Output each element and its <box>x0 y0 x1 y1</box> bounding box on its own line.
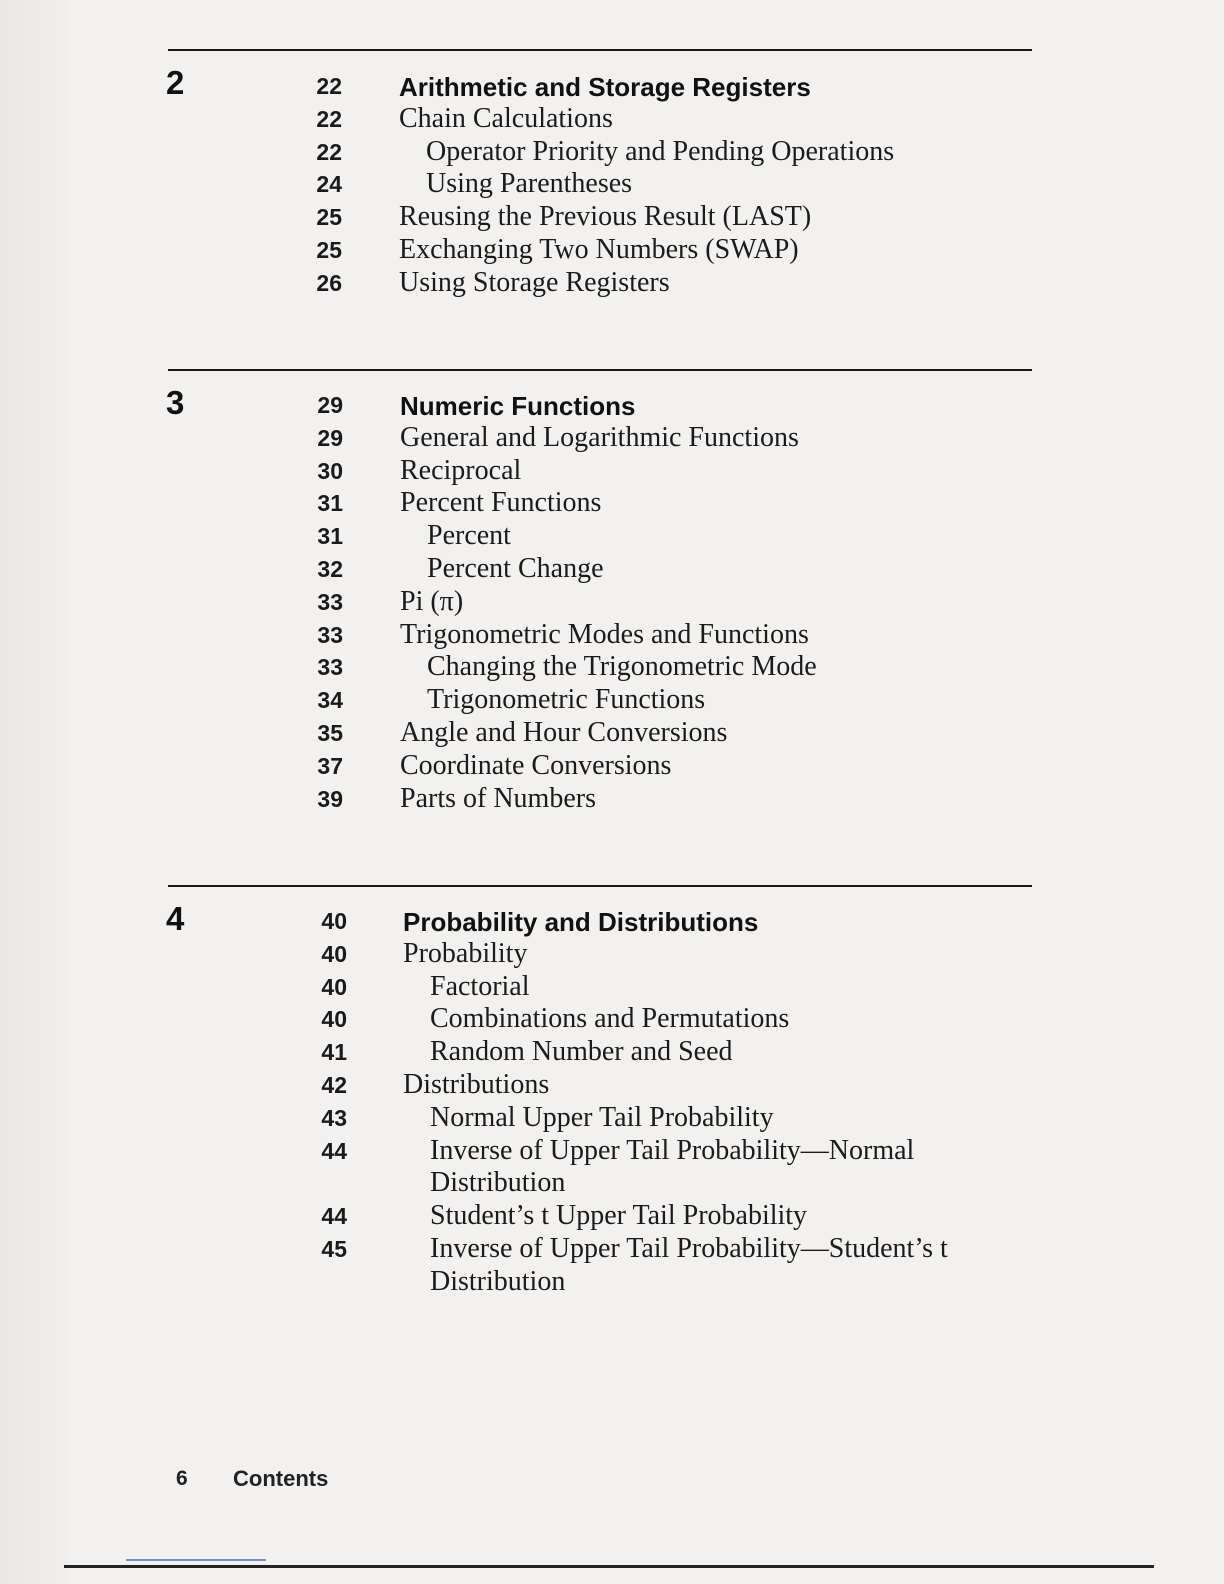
footer-page-number: 6 <box>176 1467 188 1490</box>
toc-page-number: 42 <box>321 1071 347 1098</box>
toc-entry-title: Normal Upper Tail Probability <box>430 1101 774 1133</box>
toc-page-number: 30 <box>317 457 343 484</box>
toc-entry-title: Percent Functions <box>400 487 602 519</box>
toc-page-number: 44 <box>321 1203 347 1230</box>
toc-page-number: 39 <box>317 785 343 812</box>
toc-entry-title: Reusing the Previous Result (LAST) <box>399 201 812 233</box>
toc-page-number: 33 <box>317 588 343 615</box>
toc-entry-title: Trigonometric Modes and Functions <box>400 618 809 650</box>
toc-entry[interactable] <box>0 971 1224 1004</box>
toc-entry-title: Using Parentheses <box>426 168 633 200</box>
toc-entry[interactable] <box>0 1003 1224 1036</box>
toc-entry[interactable] <box>0 1102 1224 1135</box>
section-rule <box>168 369 1032 371</box>
toc-entry[interactable] <box>0 750 1224 783</box>
toc-entry[interactable] <box>0 422 1224 455</box>
chapter-number: 3 <box>166 384 185 421</box>
toc-page-number: 40 <box>321 940 347 967</box>
section-rule <box>168 49 1032 51</box>
toc-page-number: 22 <box>316 105 342 132</box>
toc-entry-title: Pi (π) <box>400 585 464 617</box>
toc-entry[interactable] <box>0 1200 1224 1233</box>
toc-page-number: 31 <box>317 523 343 550</box>
toc-entry-title: Random Number and Seed <box>430 1036 733 1068</box>
toc-entry-title: Factorial <box>430 970 530 1002</box>
toc-page-number: 44 <box>321 1137 347 1164</box>
toc-entry-title: Operator Priority and Pending Operations <box>426 135 895 167</box>
toc-entry-title: Using Storage Registers <box>399 266 670 298</box>
toc-entry[interactable] <box>0 717 1224 750</box>
toc-entry-title: General and Logarithmic Functions <box>400 421 799 453</box>
toc-chapter-title: Numeric Functions <box>400 391 636 421</box>
toc-page-number: 35 <box>317 719 343 746</box>
toc-entry[interactable] <box>0 389 1224 422</box>
toc-entry[interactable] <box>0 455 1224 488</box>
toc-chapter-title: Arithmetic and Storage Registers <box>399 72 811 102</box>
toc-entry[interactable] <box>0 201 1224 234</box>
toc-page-number: 40 <box>321 1006 347 1033</box>
page-bottom-edge <box>64 1565 1154 1568</box>
toc-entry[interactable] <box>0 783 1224 816</box>
toc-entry-title: Parts of Numbers <box>400 782 596 814</box>
section-rule <box>168 885 1032 887</box>
toc-entry-title: Inverse of Upper Tail Probability—Normal Distribution <box>430 1134 915 1199</box>
toc-entry-title: Exchanging Two Numbers (SWAP) <box>399 233 799 265</box>
toc-entry[interactable] <box>0 619 1224 652</box>
toc-entry[interactable] <box>0 267 1224 300</box>
toc-entry[interactable] <box>0 553 1224 586</box>
toc-page-number: 41 <box>321 1039 347 1066</box>
chapter-number: 4 <box>166 900 185 937</box>
toc-entry[interactable] <box>0 1233 1224 1299</box>
toc-page-number: 33 <box>317 621 343 648</box>
toc-page-number: 43 <box>321 1104 347 1131</box>
toc-entry-title: Angle and Hour Conversions <box>400 716 728 748</box>
toc-section <box>0 905 1224 1299</box>
toc-page-number: 34 <box>317 687 343 714</box>
toc-page-number: 40 <box>321 908 347 934</box>
toc-page-number: 40 <box>321 973 347 1000</box>
toc-entry-title: Student’s t Upper Tail Probability <box>430 1200 808 1232</box>
toc-entry-title: Coordinate Conversions <box>400 749 672 781</box>
toc-page-number: 45 <box>321 1235 347 1262</box>
toc-chapter-title: Probability and Distributions <box>403 907 759 937</box>
toc-page-number: 26 <box>316 269 342 296</box>
toc-entry-title: Percent <box>427 520 511 552</box>
toc-entry[interactable] <box>0 103 1224 136</box>
toc-page-number: 37 <box>317 752 343 779</box>
toc-entry-title: Distributions <box>403 1068 550 1100</box>
toc-entry-title: Reciprocal <box>400 454 522 486</box>
toc-entry[interactable] <box>0 905 1224 938</box>
toc-entry[interactable] <box>0 136 1224 169</box>
toc-entry[interactable] <box>0 684 1224 717</box>
toc-page-number: 22 <box>316 73 342 99</box>
toc-page-number: 33 <box>317 654 343 681</box>
toc-entry[interactable] <box>0 70 1224 103</box>
toc-entry-title: Changing the Trigonometric Mode <box>427 651 817 683</box>
toc-entry[interactable] <box>0 168 1224 201</box>
footer-label: Contents <box>233 1466 329 1491</box>
toc-entry[interactable] <box>0 1069 1224 1102</box>
toc-entry-title: Chain Calculations <box>399 102 613 134</box>
chapter-number: 2 <box>166 64 185 101</box>
toc-entry-title: Trigonometric Functions <box>427 684 706 716</box>
toc-entry[interactable] <box>0 586 1224 619</box>
toc-page-number: 24 <box>316 171 342 198</box>
toc-entry[interactable] <box>0 1135 1224 1201</box>
toc-page-number: 29 <box>317 392 343 418</box>
toc-entry-title: Probability <box>403 937 528 969</box>
toc-section <box>0 70 1224 300</box>
toc-page-number: 29 <box>317 424 343 451</box>
toc-entry[interactable] <box>0 234 1224 267</box>
toc-entry-title: Combinations and Permutations <box>430 1003 790 1035</box>
toc-page-number: 25 <box>316 204 342 231</box>
toc-page-number: 31 <box>317 490 343 517</box>
toc-section <box>0 389 1224 815</box>
toc-page-number: 22 <box>316 138 342 165</box>
toc-entry[interactable] <box>0 1036 1224 1069</box>
toc-entry[interactable] <box>0 651 1224 684</box>
toc-entry[interactable] <box>0 938 1224 971</box>
toc-entry-title: Percent Change <box>427 552 604 584</box>
toc-entry[interactable] <box>0 520 1224 553</box>
toc-page-number: 25 <box>316 236 342 263</box>
page-edge-mark <box>126 1559 266 1561</box>
toc-page-number: 32 <box>317 555 343 582</box>
toc-entry[interactable] <box>0 487 1224 520</box>
toc-entry-title: Inverse of Upper Tail Probability—Student’s t Distribution <box>430 1232 948 1297</box>
